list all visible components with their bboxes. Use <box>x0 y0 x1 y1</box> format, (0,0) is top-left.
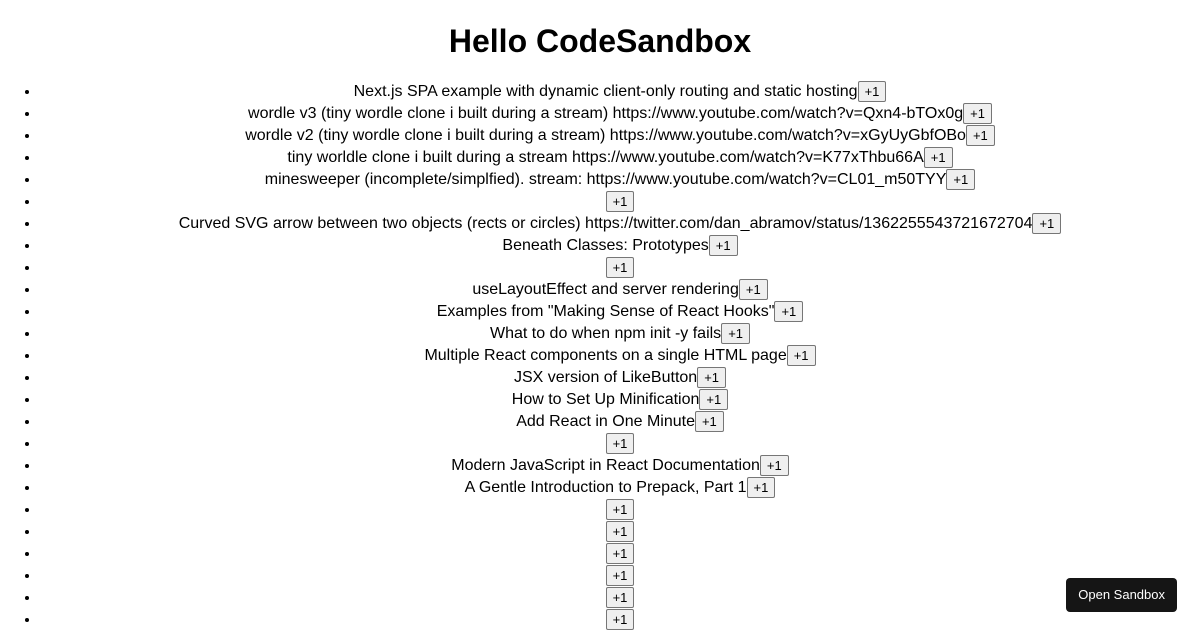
plus-one-button[interactable]: +1 <box>606 433 635 454</box>
open-sandbox-button[interactable]: Open Sandbox <box>1066 578 1177 612</box>
list-item <box>40 609 1200 630</box>
plus-one-button[interactable]: +1 <box>606 521 635 542</box>
list-item <box>40 455 1200 477</box>
list-item <box>40 125 1200 147</box>
plus-one-button[interactable]: +1 <box>709 235 738 256</box>
list-item <box>40 367 1200 389</box>
list-item-text: Examples from "Making Sense of React Hooks" <box>436 303 775 320</box>
list-item <box>40 257 1200 279</box>
list-item <box>40 213 1200 235</box>
page-title: Hello CodeSandbox <box>448 23 752 59</box>
list-item-text: A Gentle Introduction to Prepack, Part 1 <box>464 479 747 496</box>
list-item-text: How to Set Up Minification <box>511 391 700 408</box>
list-item-text: wordle v3 (tiny wordle clone i built during a stream) https://www.youtube.com/watch?v=Qxn4-bTOx0g <box>248 105 964 122</box>
sandbox-list <box>0 81 1200 630</box>
list-item <box>40 499 1200 521</box>
list-item <box>40 565 1200 587</box>
plus-one-button[interactable]: +1 <box>963 103 992 124</box>
list-item <box>40 389 1200 411</box>
list-item-text: minesweeper (incomplete/simplfied). stream: https://www.youtube.com/watch?v=CL01_m50TYY <box>264 171 947 188</box>
plus-one-button[interactable]: +1 <box>858 81 887 102</box>
list-item <box>40 345 1200 367</box>
plus-one-button[interactable]: +1 <box>606 191 635 212</box>
list-item <box>40 191 1200 213</box>
plus-one-button[interactable]: +1 <box>721 323 750 344</box>
plus-one-button[interactable]: +1 <box>760 455 789 476</box>
plus-one-button[interactable]: +1 <box>774 301 803 322</box>
plus-one-button[interactable]: +1 <box>966 125 995 146</box>
plus-one-button[interactable]: +1 <box>606 499 635 520</box>
list-item-text: Next.js SPA example with dynamic client-only routing and static hosting <box>353 83 858 100</box>
plus-one-button[interactable]: +1 <box>606 257 635 278</box>
plus-one-button[interactable]: +1 <box>1032 213 1061 234</box>
list-item <box>40 543 1200 565</box>
plus-one-button[interactable]: +1 <box>606 609 635 630</box>
list-item <box>40 169 1200 191</box>
plus-one-button[interactable]: +1 <box>695 411 724 432</box>
plus-one-button[interactable]: +1 <box>924 147 953 168</box>
list-item-text: What to do when npm init -y fails <box>489 325 722 342</box>
list-item <box>40 411 1200 433</box>
list-item <box>40 235 1200 257</box>
plus-one-button[interactable]: +1 <box>699 389 728 410</box>
list-item <box>40 147 1200 169</box>
list-item-text: Add React in One Minute <box>516 413 695 430</box>
plus-one-button[interactable]: +1 <box>946 169 975 190</box>
list-item-text: Beneath Classes: Prototypes <box>502 237 709 254</box>
list-item <box>40 477 1200 499</box>
list-item <box>40 587 1200 609</box>
list-item <box>40 103 1200 125</box>
list-item-text: JSX version of LikeButton <box>513 369 698 386</box>
plus-one-button[interactable]: +1 <box>739 279 768 300</box>
list-item <box>40 521 1200 543</box>
plus-one-button[interactable]: +1 <box>606 543 635 564</box>
list-item <box>40 323 1200 345</box>
list-item <box>40 301 1200 323</box>
plus-one-button[interactable]: +1 <box>787 345 816 366</box>
list-item-text: wordle v2 (tiny wordle clone i built during a stream) https://www.youtube.com/watch?v=xGyUyGbfOBo <box>245 127 966 144</box>
list-item-text: Multiple React components on a single HTML page <box>424 347 787 364</box>
plus-one-button[interactable]: +1 <box>697 367 726 388</box>
list-item-text: tiny worldle clone i built during a stream https://www.youtube.com/watch?v=K77xThbu66A <box>287 149 924 166</box>
list-item-text: Modern JavaScript in React Documentation <box>451 457 760 474</box>
list-item-text: useLayoutEffect and server rendering <box>472 281 739 298</box>
plus-one-button[interactable]: +1 <box>747 477 776 498</box>
list-item-text: Curved SVG arrow between two objects (rects or circles) https://twitter.com/dan_abramov/status/1362255543721672704 <box>178 215 1033 232</box>
list-item <box>40 81 1200 103</box>
plus-one-button[interactable]: +1 <box>606 587 635 608</box>
list-item <box>40 279 1200 301</box>
plus-one-button[interactable]: +1 <box>606 565 635 586</box>
list-item <box>40 433 1200 455</box>
